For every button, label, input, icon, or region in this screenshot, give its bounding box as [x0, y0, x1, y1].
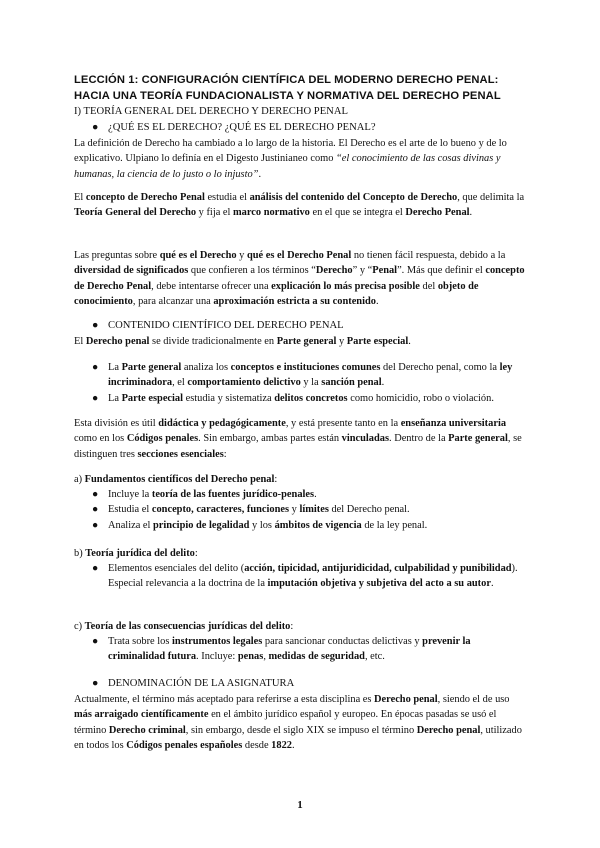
subsection-a-heading: a) Fundamentos científicos del Derecho penal: [74, 474, 278, 485]
list-item: ● Estudia el concepto, caracteres, funciones y límites del Derecho penal. [92, 502, 526, 517]
parts-list [92, 360, 526, 406]
bullet-icon: ● [92, 504, 99, 516]
list-item: ● Analiza el principio de legalidad y los ámbitos de vigencia de la ley penal. [92, 518, 526, 533]
denomination-paragraph: Actualmente, el término más aceptado para referirse a esta disciplina es Derecho penal, siendo el de uso más arraigado científicamente en el ámbito jurídico español y europeo. En épocas pasadas se usó el término Derecho criminal, sin embargo, desde el siglo XIX se impuso el término Derecho penal, utilizado en todos los Códigos penales españoles desde 1822. [74, 694, 522, 751]
list-item: ● Incluye la teoría de las fuentes jurídico-penales. [92, 487, 526, 502]
subsection-c-list [92, 634, 526, 665]
lesson-title [74, 72, 544, 104]
ulpiano-quote: “el conocimiento de las cosas divinas y humanas, la ciencia de lo justo o lo injusto” [74, 153, 501, 180]
subsection-b-list [92, 561, 526, 592]
list-item: ● Elementos esenciales del delito (acción, tipicidad, antijuridicidad, culpabilidad y punibilidad). Especial relevancia a la doctrina de la imputación objetiva y subjetiva del acto a su autor. [92, 563, 518, 590]
bullet-icon: ● [92, 678, 99, 689]
page-number: 1 [297, 799, 303, 811]
subsection-a-list [92, 487, 526, 533]
bullet-icon: ● [92, 636, 99, 647]
bullet-icon: ● [92, 489, 99, 500]
bullet-icon: ● [92, 563, 99, 574]
subsection-c-heading: c) Teoría de las consecuencias jurídicas del delito: [74, 621, 294, 632]
definition-paragraph: La definición de Derecho ha cambiado a lo largo de la historia. El Derecho es el arte de lo bueno y de lo explicativo. Ulpiano lo definía en el Digesto Justinianeo como “el conocimiento de las cosas divinas y humanas, la ciencia de lo justo o lo injusto”. [74, 138, 507, 180]
lesson-title-line-2: HACIA UNA TEORÍA FUNDACIONALISTA Y NORMATIVA DEL DERECHO PENAL [74, 90, 501, 102]
division-intro: El Derecho penal se divide tradicionalmente en Parte general y Parte especial. [74, 336, 411, 347]
bullet-icon: ● [92, 362, 99, 373]
bullet-icon: ● [92, 320, 99, 331]
division-paragraph: Esta división es útil didáctica y pedagógicamente, y está presente tanto en la enseñanza universitaria como en los Códigos penales. Sin embargo, ambas partes están vinculadas. Dentro de la Parte general, se distinguen tres secciones esenciales: [74, 418, 522, 460]
list-item: ● La Parte general analiza los conceptos e instituciones comunes del Derecho penal, como la ley incriminadora, el comportamiento delictivo y la sanción penal. [92, 362, 513, 389]
questions-paragraph: Las preguntas sobre qué es el Derecho y qué es el Derecho Penal no tienen fácil respuesta, debido a la diversidad de significados que confieren a los términos “Derecho” y “Penal”. Más que definir el concepto de Derecho Penal, debe intentarse ofrecer una explicación lo más precisa posible del objeto de conocimiento, para alcanzar una aproximación estricta a su contenido. [74, 250, 525, 307]
section-1-heading: I) TEORÍA GENERAL DEL DERECHO Y DERECHO PENAL [74, 106, 348, 117]
list-item: ● La Parte especial estudia y sistematiza delitos concretos como homicidio, robo o violación. [92, 391, 526, 406]
bullet-icon: ● [92, 519, 99, 531]
bullet-icon: ● [92, 392, 99, 404]
list-item: ● Trata sobre los instrumentos legales para sancionar conductas delictivas y prevenir la criminalidad futura. Incluye: penas, medidas de seguridad, etc. [92, 636, 471, 663]
denomination-heading-text: DENOMINACIÓN DE LA ASIGNATURA [108, 678, 295, 689]
concept-paragraph: El concepto de Derecho Penal estudia el análisis del contenido del Concepto de Derecho, que delimita la Teoría General del Derecho y fija el marco normativo en el que se integra el Derecho Penal. [74, 192, 525, 219]
bullet-icon: ● [92, 122, 99, 133]
subsection-b-heading: b) Teoría jurídica del delito: [74, 548, 198, 559]
content-heading-text: CONTENIDO CIENTÍFICO DEL DERECHO PENAL [108, 320, 344, 331]
question-heading-text: ¿QUÉ ES EL DERECHO? ¿QUÉ ES EL DERECHO PENAL? [108, 122, 376, 133]
lesson-title-line-1: LECCIÓN 1: CONFIGURACIÓN CIENTÍFICA DEL MODERNO DERECHO PENAL: [74, 74, 499, 86]
